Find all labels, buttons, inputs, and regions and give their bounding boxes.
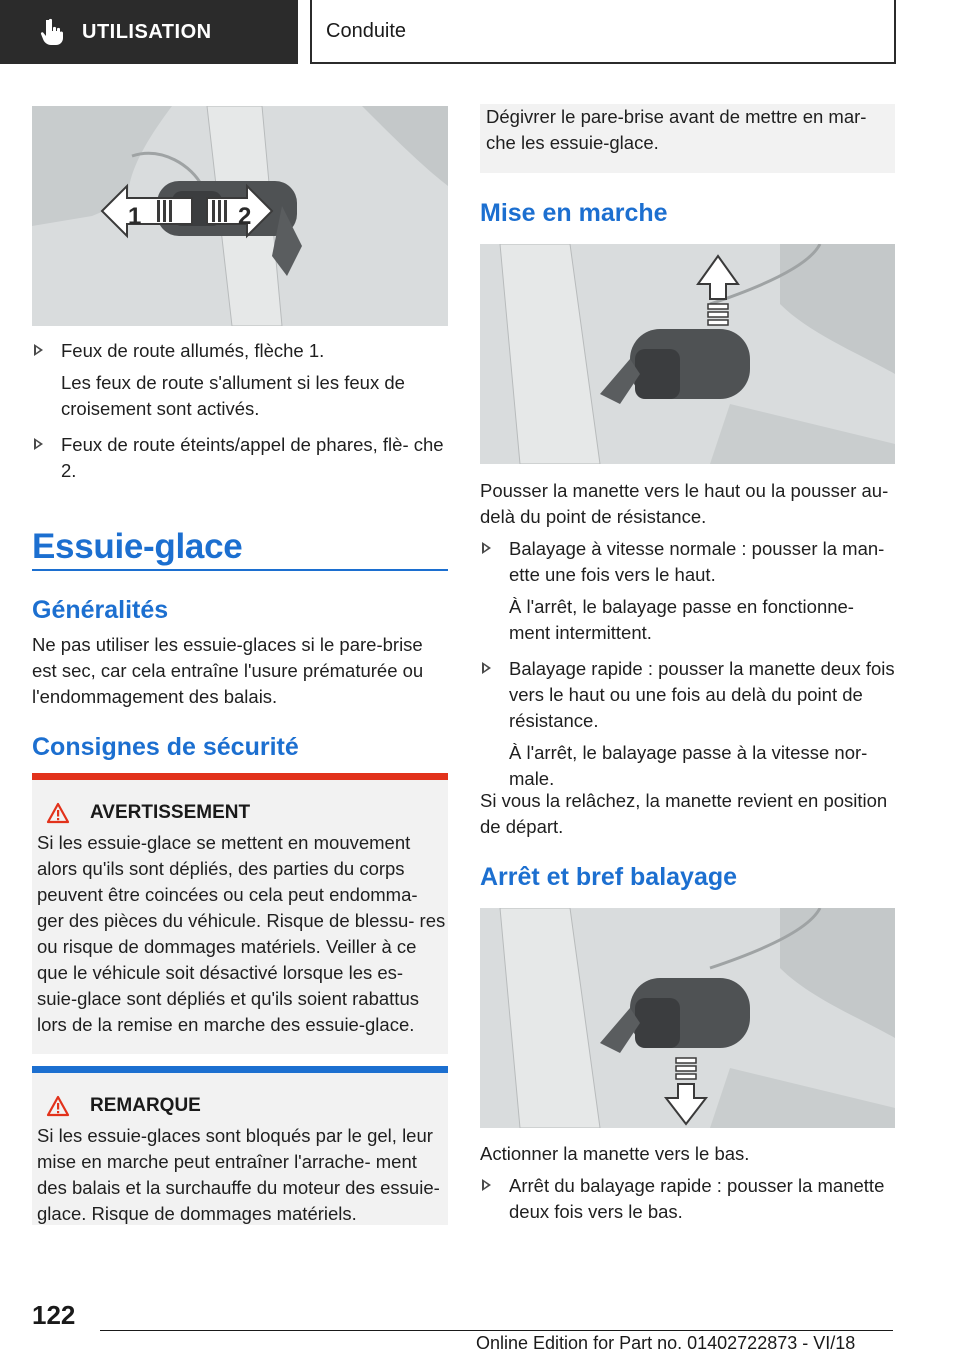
warning-title-row [46,802,448,824]
list-item: Balayage à vitesse normale : pousser la man‐ ette une fois vers le haut. [480,536,895,588]
list-item: Arrêt du balayage rapide : pousser la manette deux fois vers le bas. [480,1173,895,1225]
bullet-triangle-icon [482,662,491,674]
note-title: REMARQUE [90,1095,201,1116]
headlight-stalk-figure [32,106,448,326]
bullet-triangle-icon [482,542,491,554]
arret-text: Actionner la manette vers le bas. [480,1143,750,1164]
chapter-label: Conduite [326,19,407,42]
bullet-triangle-icon [482,1179,491,1191]
list-item-continuation: À l'arrêt, le balayage passe en fonctionne‐ ment intermittent. [509,596,854,643]
header-section-tab [0,0,298,64]
wiper-stalk-up-figure [480,244,895,464]
warning-triangle-icon [46,1095,70,1117]
list-item: Feux de route éteints/appel de phares, flè‐ che 2. [32,432,448,484]
footer-divider [100,1330,893,1331]
arrow-label-2: 2 [238,203,252,230]
section-divider [32,569,448,571]
mise-en-marche-after-text: Si vous la relâchez, la manette revient en position de départ. [480,790,888,837]
header-chapter [310,0,896,64]
mise-en-marche-bullets [480,536,895,792]
subsection-title-mise-en-marche: Mise en marche [480,199,668,227]
arret-bullets [480,1173,895,1225]
warning-box [32,773,448,1054]
note-text: Si les essuie-glaces sont bloqués par le gel, leur mise en marche peut entraîner l'arrache‐ ment des balais et la surchauffe du moteur des essuie-glace. Risque de dommages matériels. [37,1125,440,1224]
bullet-triangle-icon [34,438,43,450]
generalites-text: Ne pas utiliser les essuie-glaces si le pare-brise est sec, car cela entraîne l'usure prématurée ou l'endommagement des balais. [32,634,424,707]
warning-text: Si les essuie-glace se mettent en mouvement alors qu'ils sont dépliés, des parties du corps peuvent être coincées ou cela peut endomma‐ ger des pièces du véhicule. Risque de blessu‐ res ou risque de dommages matériels. Veiller à ce que le véhicule soit désactivé lorsque les es‐ suie-glace sont dépliés et qu'ils soient rabattus lors de la remise en marche des essuie-glace. [37,832,446,1035]
section-label: UTILISATION [82,20,212,43]
mise-en-marche-text: Pousser la manette vers le haut ou la pousser au-delà du point de résistance. [480,480,889,527]
wiper-stalk-down-figure [480,908,895,1128]
edition-text: Online Edition for Part no. 01402722873 - VI/18 [476,1333,856,1353]
note-box-continuation [480,104,895,173]
arrow-label-1: 1 [128,203,142,230]
page-number: 122 [32,1300,76,1330]
note-continuation-text: Dégivrer le pare-brise avant de mettre en mar‐ che les essuie-glace. [486,106,867,153]
hand-pointer-icon [40,18,64,46]
note-bar [32,1066,448,1073]
note-title-row [46,1095,448,1117]
subsection-title-generalites: Généralités [32,596,169,624]
warning-bar [32,773,448,780]
warning-triangle-icon [46,802,70,824]
bullet-triangle-icon [34,344,43,356]
subsection-title-arret: Arrêt et bref balayage [480,863,738,891]
list-item: Balayage rapide : pousser la manette deux fois vers le haut ou une fois au delà du point de résistance. [480,656,895,734]
list-item: Feux de route allumés, flèche 1. [32,338,448,364]
subsection-title-consignes: Consignes de sécurité [32,733,299,761]
warning-title: AVERTISSEMENT [90,802,251,823]
list-item-continuation: Les feux de route s'allument si les feux de croisement sont activés. [61,372,405,419]
list-item-continuation: À l'arrêt, le balayage passe à la vitesse nor‐ male. [509,742,868,789]
headlight-bullets [32,338,448,484]
section-title: Essuie-glace [32,527,243,566]
note-box [32,1066,448,1225]
